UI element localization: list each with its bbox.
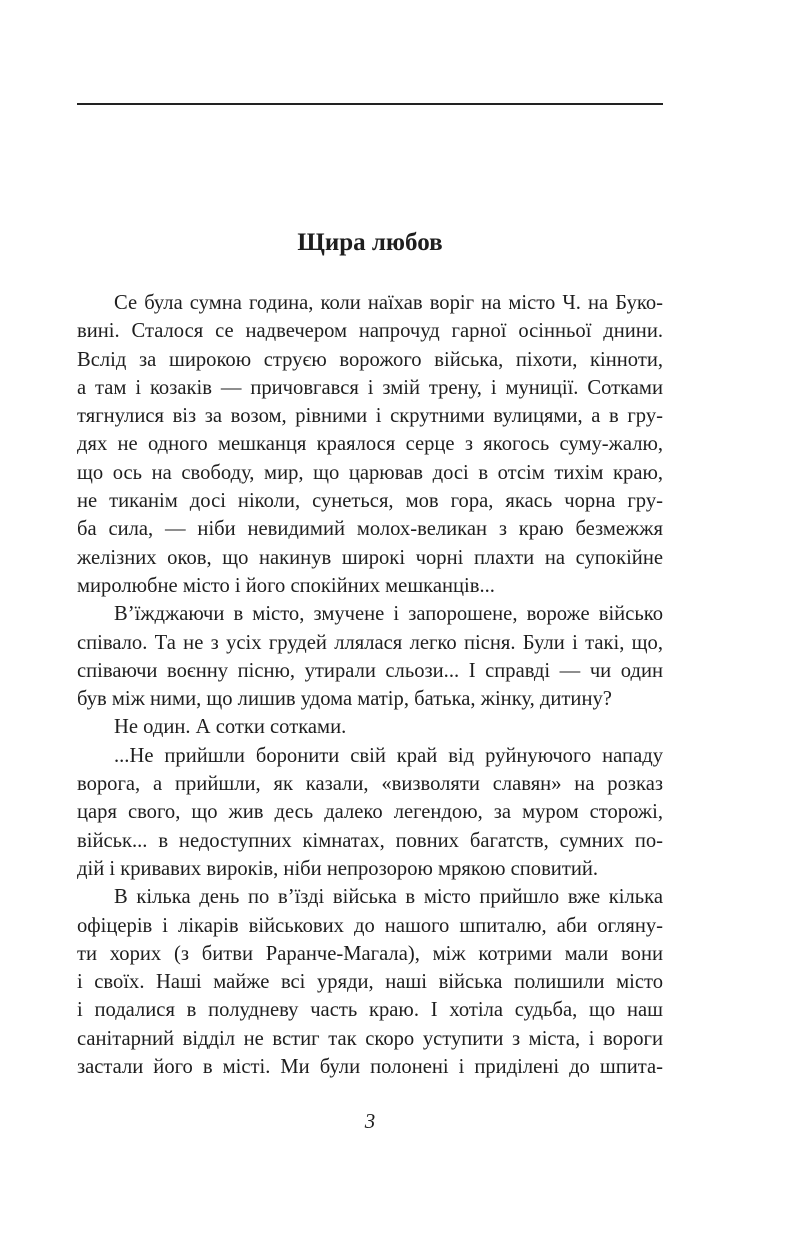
- body-text: [77, 289, 663, 1081]
- text-line: В кілька день по в’їзді війська в місто прийшло вже кілька: [114, 886, 663, 909]
- text-line: а там і козаків — причовгався і змій трену, і муниції. Сотками: [77, 376, 663, 399]
- text-line: був між ними, що лишив удома матір, батька, жінку, дитину?: [77, 688, 612, 711]
- text-line: не тиканім досі ніколи, сунеться, мов гора, якась чорна гру-: [77, 490, 663, 513]
- text-line: ...Не прийшли боронити свій край від руйнуючого нападу: [114, 744, 663, 767]
- text-line: застали його в місті. Ми були полонені і приділені до шпита-: [77, 1056, 663, 1079]
- text-line: миролюбне місто і його спокійних мешканців...: [77, 574, 495, 597]
- header-rule: [77, 103, 663, 105]
- text-line: що ось на свободу, мир, що царював досі в отсім тихім краю,: [77, 461, 663, 484]
- text-line: тягнулися віз за возом, рівними і скрутними вулицями, а в гру-: [77, 405, 663, 428]
- text-line: дій і кривавих вироків, ніби непрозорою мрякою сповитий.: [77, 857, 599, 880]
- text-line: ворога, а прийшли, як казали, «визволяти славян» на розказ: [77, 773, 663, 796]
- text-line: санітарний відділ не встиг так скоро уступити з міста, і вороги: [77, 1027, 663, 1050]
- text-line: співало. Та не з усіх грудей ллялася легко пісня. Були і такі, що,: [77, 631, 663, 654]
- text-line: і подалися в полудневу часть краю. І хотіла судьба, що наш: [77, 999, 663, 1022]
- chapter-title: Щира любов: [297, 229, 443, 256]
- text-line: ти хорих (з битви Раранче-Магала), між котрими мали вони: [77, 942, 663, 965]
- text-line: вині. Сталося се надвечером напрочуд гарної осінньої днини.: [77, 320, 663, 343]
- text-line: Се була сумна година, коли наїхав воріг на місто Ч. на Буко-: [114, 292, 663, 314]
- text-line: військ... в недоступних кімнатах, повних багатств, сумних по-: [77, 829, 663, 852]
- page-number: 3: [364, 1109, 376, 1133]
- text-line: офіцерів і лікарів військових до нашого шпиталю, аби огляну-: [77, 914, 663, 937]
- text-line: Не один. А сотки сотками.: [114, 716, 347, 739]
- text-line: і своїх. Наші майже всі уряди, наші війська полишили місто: [77, 971, 663, 994]
- text-line: желізних оков, що накинув широкі чорні плахти на супокійне: [77, 546, 663, 569]
- text-line: Вслід за широкою струєю ворожого війська, піхоти, кінноти,: [77, 348, 663, 371]
- text-line: дях не одного мешканця краялося серце з якогось суму-жалю,: [77, 433, 663, 456]
- text-line: В’їжджаючи в місто, змучене і запорошене, вороже військо: [114, 603, 663, 626]
- text-line: царя свого, що жив десь далеко легендою, за муром сторожі,: [77, 801, 663, 824]
- text-line: співаючи воєнну пісню, утирали сльози... І справді — чи один: [77, 659, 663, 682]
- text-line: ба сила, — ніби невидимий молох-великан з краю безмежжя: [77, 518, 663, 541]
